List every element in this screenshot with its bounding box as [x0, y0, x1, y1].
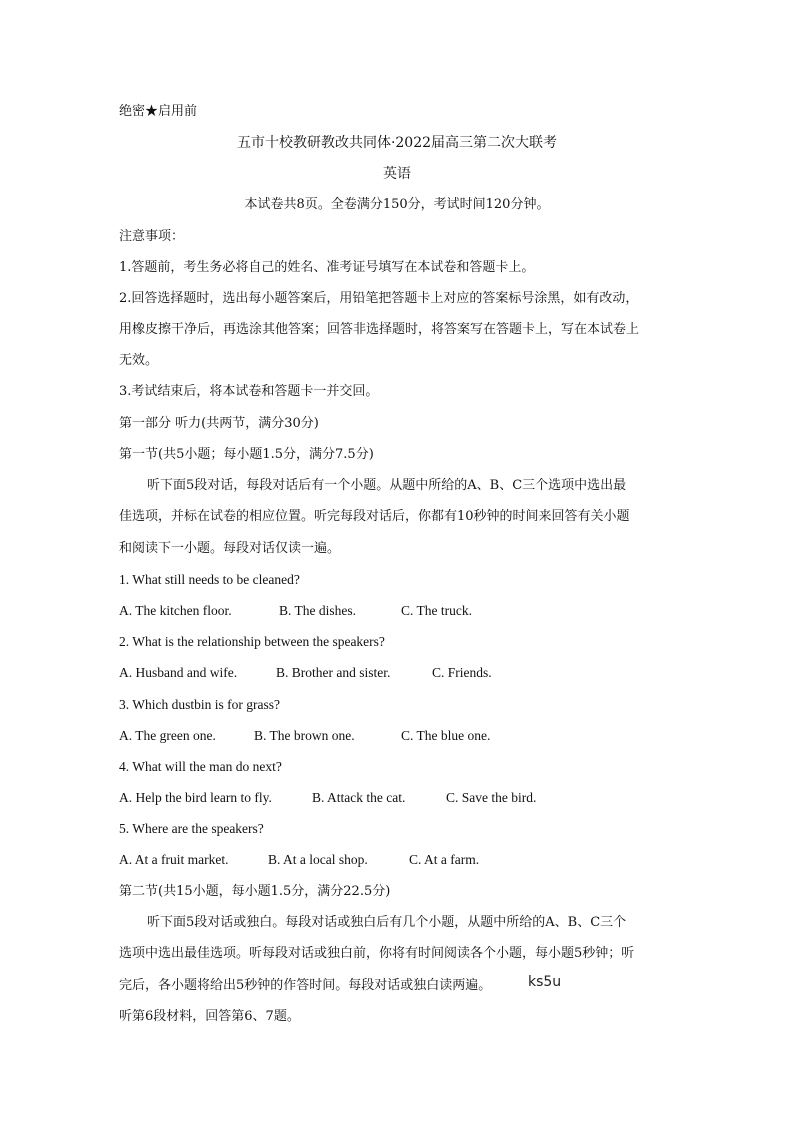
question-1-option-b: B. The dishes. — [279, 603, 356, 618]
question-5-option-b: B. At a local shop. — [268, 852, 368, 867]
section1-heading: 第一节(共5小题；每小题1.5分，满分7.5分) — [119, 447, 374, 462]
question-4-stem: 4. What will the man do next? — [119, 759, 282, 774]
question-1-option-a: A. The kitchen floor. — [119, 603, 232, 618]
question-1-option-c: C. The truck. — [401, 603, 472, 618]
exam-info: 本试卷共8页。全卷满分150分，考试时间120分钟。 — [244, 197, 550, 212]
question-4-option-c: C. Save the bird. — [446, 790, 537, 805]
secret-mark: 绝密★启用前 — [119, 104, 198, 119]
note-item-2-line-1: 2.回答选择题时，选出每小题答案后，用铅笔把答题卡上对应的答案标号涂黑，如有改动， — [119, 291, 639, 306]
question-2-stem: 2. What is the relationship between the speakers? — [119, 634, 385, 649]
question-5-option-c: C. At a farm. — [409, 852, 480, 867]
part1-heading: 第一部分 听力(共两节，满分30分) — [119, 416, 319, 431]
section2-instruction-line-1: 听下面5段对话或独白。每段对话或独白后有几个小题，从题中所给的A、B、C三个 — [147, 915, 627, 930]
question-3-option-a: A. The green one. — [119, 728, 216, 743]
section2-heading: 第二节(共15小题，每小题1.5分，满分22.5分) — [119, 884, 391, 899]
exam-title: 五市十校教研教改共同体·2022届高三第二次大联考 — [236, 135, 558, 151]
question-3-option-b: B. The brown one. — [254, 728, 355, 743]
watermark-text: ks5u — [528, 974, 562, 990]
notes-heading: 注意事项： — [119, 229, 185, 244]
section2-instruction-line-3: 完后，各小题将给出5秒钟的作答时间。每段对话或独白读两遍。 — [119, 978, 492, 993]
section1-instruction-line-3: 和阅读下一小题。每段对话仅读一遍。 — [119, 541, 341, 556]
section2-instruction-line-2: 选项中选出最佳选项。听每段对话或独白前，你将有时间阅读各个小题，每小题5秒钟；听 — [119, 946, 635, 961]
material-6-line: 听第6段材料，回答第6、7题。 — [119, 1009, 300, 1024]
question-5-option-a: A. At a fruit market. — [119, 852, 229, 867]
subject-title: 英语 — [383, 166, 411, 182]
question-4-option-b: B. Attack the cat. — [312, 790, 406, 805]
section1-instruction-line-1: 听下面5段对话，每段对话后有一个小题。从题中所给的A、B、C三个选项中选出最 — [147, 478, 627, 493]
note-item-3: 3.考试结束后，将本试卷和答题卡一并交回。 — [119, 384, 379, 399]
question-5-stem: 5. Where are the speakers? — [119, 821, 264, 836]
note-item-2-line-3: 无效。 — [119, 353, 159, 368]
question-4-option-a: A. Help the bird learn to fly. — [119, 790, 272, 805]
question-3-option-c: C. The blue one. — [401, 728, 491, 743]
question-2-option-c: C. Friends. — [432, 665, 492, 680]
question-1-stem: 1. What still needs to be cleaned? — [119, 572, 300, 587]
section1-instruction-line-2: 佳选项，并标在试卷的相应位置。听完每段对话后，你都有10秒钟的时间来回答有关小题 — [119, 509, 630, 524]
question-2-option-a: A. Husband and wife. — [119, 665, 238, 680]
note-item-1: 1.答题前，考生务必将自己的姓名、准考证号填写在本试卷和答题卡上。 — [119, 260, 535, 275]
note-item-2-line-2: 用橡皮擦干净后，再选涂其他答案；回答非选择题时，将答案写在答题卡上，写在本试卷上 — [119, 322, 640, 337]
question-3-stem: 3. Which dustbin is for grass? — [119, 697, 280, 712]
question-2-option-b: B. Brother and sister. — [276, 665, 391, 680]
